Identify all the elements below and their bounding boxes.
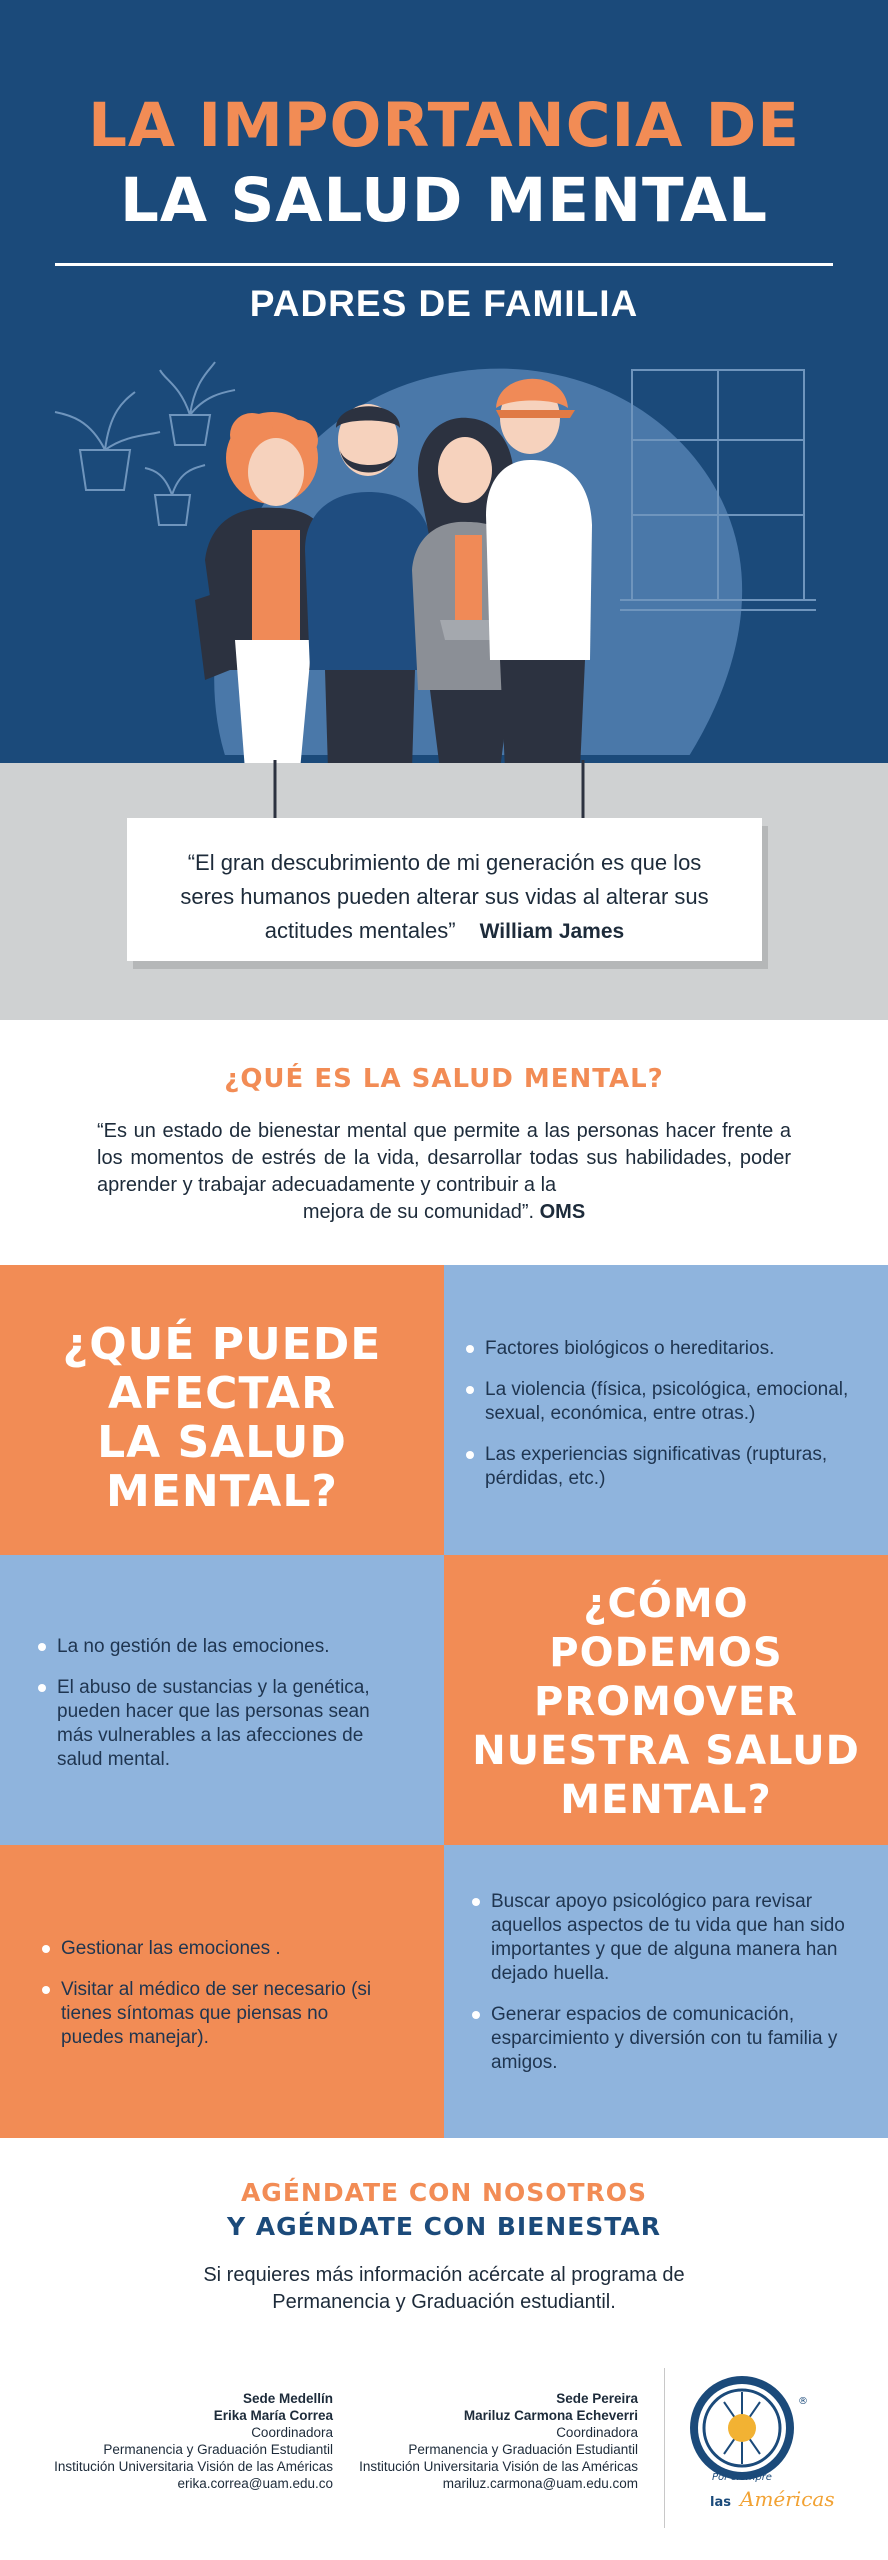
contact-email[interactable]: mariluz.carmona@uam.edu.com xyxy=(442,2476,638,2491)
contact-program: Permanencia y Graduación Estudiantil xyxy=(408,2442,638,2457)
university-logo xyxy=(680,2368,840,2518)
affect-list-2 xyxy=(38,1635,398,1789)
contact-sede: Sede Medellín xyxy=(242,2391,333,2406)
list-item: La no gestión de las emociones. xyxy=(38,1635,398,1659)
contact-name: Erika María Correa xyxy=(213,2408,333,2423)
logo-word-2: Américas xyxy=(740,2487,835,2511)
contact-institution: Institución Universitaria Visión de las Américas xyxy=(54,2459,333,2474)
agenda-heading-1: AGÉNDATE CON NOSOTROS xyxy=(240,2178,648,2207)
group-illustration xyxy=(0,340,888,770)
logo-registered-mark: ® xyxy=(798,2396,808,2407)
logo-word-1: las xyxy=(710,2495,731,2510)
info-line-1: Si requieres más información acércate al programa de xyxy=(203,2264,685,2286)
affect-heading-panel xyxy=(0,1265,444,1555)
info-line-2: Permanencia y Graduación estudiantil. xyxy=(272,2291,616,2313)
promote-heading xyxy=(444,1580,888,1825)
contact-medellin xyxy=(0,2390,333,2492)
quote-text xyxy=(147,846,742,949)
footer-divider xyxy=(664,2368,665,2528)
title-line-2: LA SALUD MENTAL xyxy=(120,165,768,236)
promote-heading-line: MENTAL? xyxy=(560,1777,772,1823)
plant-outline xyxy=(55,362,235,525)
contact-role: Coordinadora xyxy=(251,2425,333,2440)
promote-heading-line: PODEMOS xyxy=(549,1630,783,1676)
promote-heading-line: PROMOVER xyxy=(534,1679,798,1725)
definition-text xyxy=(97,1118,791,1226)
title-line-1: LA IMPORTANCIA DE xyxy=(88,90,800,161)
list-item: Generar espacios de comunicación, esparcimiento y diversión con tu familia y amigos. xyxy=(472,2003,872,2075)
list-item: Visitar al médico de ser necesario (si tienes síntomas que piensas no puedes manejar). xyxy=(42,1978,392,2050)
quote-line-2: seres humanos pueden alterar sus vidas al alterar sus xyxy=(180,884,709,909)
hero-banner xyxy=(0,0,888,770)
definition-source: OMS xyxy=(539,1201,586,1223)
affect-heading xyxy=(0,1320,444,1516)
list-item: Las experiencias significativas (rupturas, pérdidas, etc.) xyxy=(466,1443,876,1491)
affect-heading-line: ¿QUÉ PUEDE xyxy=(62,1319,382,1370)
agenda-heading-2: Y AGÉNDATE CON BIENESTAR xyxy=(226,2212,662,2241)
affect-list-panel xyxy=(444,1265,888,1555)
promote-heading-line: NUESTRA SALUD xyxy=(472,1728,860,1774)
contact-institution: Institución Universitaria Visión de las Américas xyxy=(359,2459,638,2474)
quote-card xyxy=(127,818,762,961)
section-heading-what-is: ¿QUÉ ES LA SALUD MENTAL? xyxy=(224,1064,664,1094)
list-item: Factores biológicos o hereditarios. xyxy=(466,1337,876,1361)
contact-sede: Sede Pereira xyxy=(556,2391,638,2406)
page-subtitle: PADRES DE FAMILIA xyxy=(249,283,639,324)
contact-name: Mariluz Carmona Echeverri xyxy=(463,2408,638,2423)
quote-line-3: actitudes mentales” xyxy=(264,918,456,943)
contact-program: Permanencia y Graduación Estudiantil xyxy=(103,2442,333,2457)
promote-list-left xyxy=(42,1937,392,2067)
affect-heading-line: LA SALUD xyxy=(97,1417,347,1468)
contact-role: Coordinadora xyxy=(556,2425,638,2440)
promote-list-right xyxy=(472,1890,872,2092)
title-divider xyxy=(55,263,833,266)
list-item: Buscar apoyo psicológico para revisar aquellos aspectos de tu vida que han sido importantes y que de alguna manera han dejado huella. xyxy=(472,1890,872,1986)
promote-list-panel-left xyxy=(0,1845,444,2138)
promote-list-panel-right xyxy=(444,1845,888,2138)
affect-list-panel-2 xyxy=(0,1555,444,1845)
list-item: El abuso de sustancias y la genética, pueden hacer que las personas sean más vulnerables a las afecciones de salud mental. xyxy=(38,1676,398,1772)
list-item: Gestionar las emociones . xyxy=(42,1937,392,1961)
logo-tagline: Por siempre xyxy=(712,2472,772,2483)
definition-last: mejora de su comunidad”. xyxy=(302,1201,535,1223)
list-item: La violencia (física, psicológica, emocional, sexual, económica, entre otras.) xyxy=(466,1378,876,1426)
definition-main: “Es un estado de bienestar mental que permite a las personas hacer frente a los momentos de estrés de la vida, desarrollar todas sus habilidades, poder aprender y trabajar adecuadamente y contribuir a la xyxy=(97,1120,791,1196)
contact-pereira xyxy=(298,2390,638,2492)
quote-line-1: “El gran descubrimiento de mi generación es que los xyxy=(187,850,702,875)
info-text xyxy=(0,2262,888,2316)
contact-email[interactable]: erika.correa@uam.edu.co xyxy=(177,2476,333,2491)
promote-heading-line: ¿CÓMO xyxy=(583,1581,749,1627)
affect-heading-line: AFECTAR xyxy=(108,1368,336,1419)
promote-heading-panel xyxy=(444,1555,888,1845)
affect-list xyxy=(466,1337,876,1508)
quote-author: William James xyxy=(479,920,625,943)
affect-heading-line: MENTAL? xyxy=(106,1466,338,1517)
